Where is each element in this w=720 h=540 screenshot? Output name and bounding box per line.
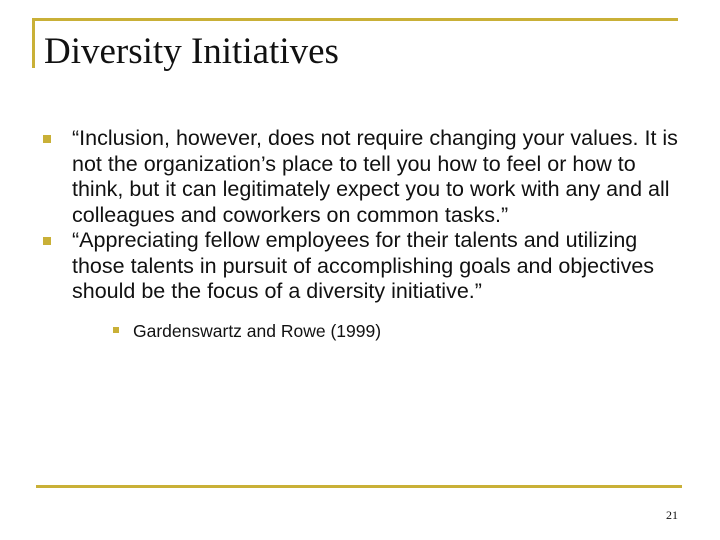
title-frame-left-line [32, 18, 35, 68]
footer-line [36, 485, 682, 488]
bullet-item-inclusion [40, 126, 680, 228]
bullet-text: “Inclusion, however, does not require changing your values. It is not the organization’s place to tell you how to feel or how to think, but it can legitimately expect you to work with any and all colleagues and coworkers on common tasks.” [72, 126, 678, 227]
citation-text: Gardenswartz and Rowe (1999) [133, 320, 382, 341]
square-bullet-icon [43, 237, 51, 245]
title-frame-top-line [32, 18, 678, 21]
slide-title: Diversity Initiatives [44, 31, 339, 72]
sub-bullet-citation [40, 320, 680, 342]
slide-content [40, 126, 680, 342]
page-number: 21 [666, 508, 678, 522]
square-bullet-icon [113, 327, 119, 333]
bullet-item-appreciating [40, 228, 680, 305]
square-bullet-icon [43, 135, 51, 143]
bullet-text: “Appreciating fellow employees for their talents and utilizing those talents in pursuit of accomplishing goals and objectives should be the focus of a diversity initiative.” [72, 228, 655, 303]
